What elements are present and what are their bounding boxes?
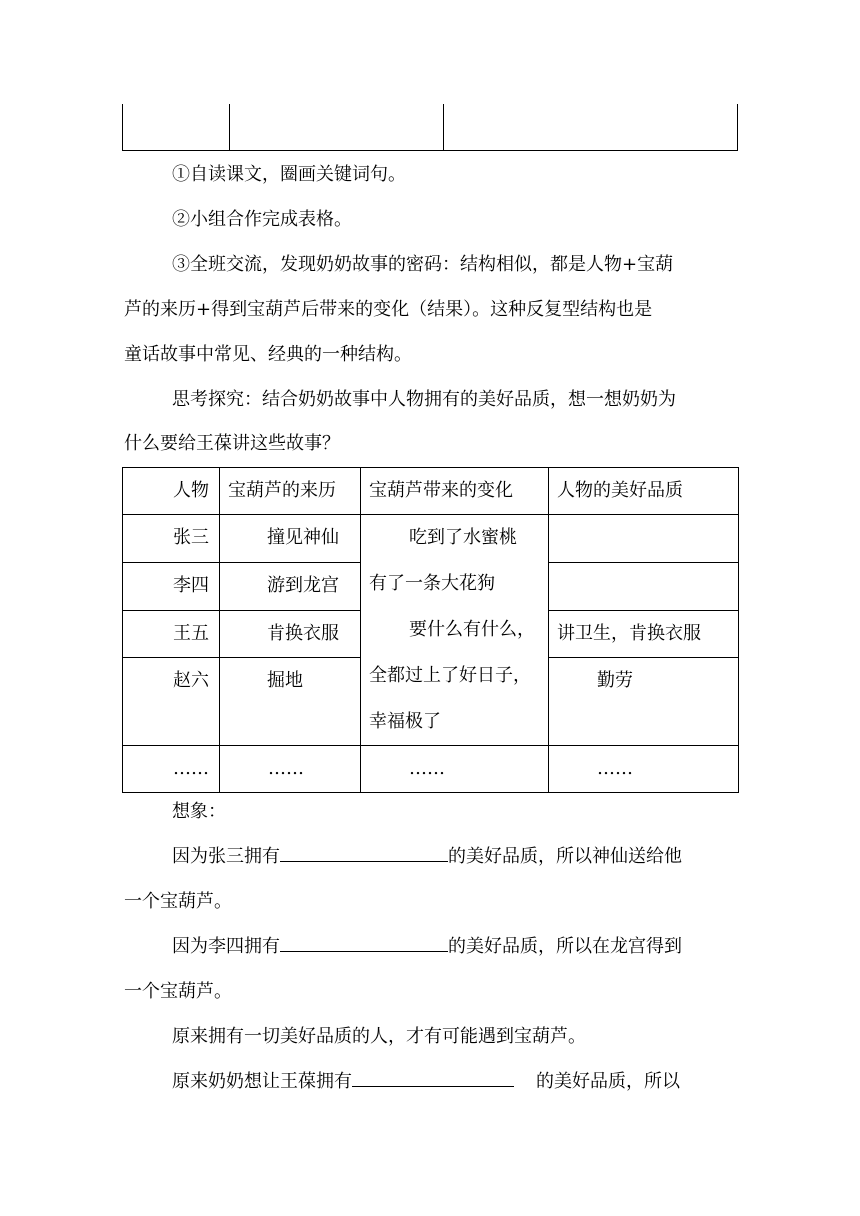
gourd-source: 游到龙宫 bbox=[220, 562, 361, 610]
step-2: ②小组合作完成表格。 bbox=[172, 209, 352, 230]
sentence-text: 的美好品质，所以 bbox=[536, 1071, 680, 1092]
header-source: 宝葫芦的来历 bbox=[220, 468, 361, 515]
change-line: 全都过上了好日子， bbox=[369, 665, 531, 686]
ellipsis: …… bbox=[123, 746, 220, 793]
ellipsis: …… bbox=[220, 746, 361, 793]
previous-table-fragment bbox=[122, 104, 738, 151]
gourd-source: 肯换衣服 bbox=[220, 610, 361, 658]
table-divider bbox=[229, 104, 230, 150]
gourd-change-cell bbox=[361, 515, 549, 746]
person-quality bbox=[549, 515, 739, 563]
step-3-line-1: ③全班交流，发现奶奶故事的密码：结构相似，都是人物+宝葫 bbox=[172, 254, 674, 275]
imagine-line-4: 一个宝葫芦。 bbox=[124, 981, 232, 1002]
person-quality: 勤劳 bbox=[549, 658, 739, 746]
header-quality: 人物的美好品质 bbox=[549, 468, 739, 515]
imagine-line-2: 一个宝葫芦。 bbox=[124, 891, 232, 912]
change-line: 吃到了水蜜桃 bbox=[409, 527, 517, 548]
story-table bbox=[122, 467, 739, 793]
gourd-source: 撞见神仙 bbox=[220, 515, 361, 563]
person-quality: 讲卫生，肯换衣服 bbox=[549, 610, 739, 658]
think-line-1: 思考探究：结合奶奶故事中人物拥有的美好品质，想一想奶奶为 bbox=[172, 389, 676, 410]
change-line: 幸福极了 bbox=[369, 711, 441, 732]
fill-blank[interactable] bbox=[280, 929, 448, 952]
sentence-text: 的美好品质，所以在龙宫得到 bbox=[448, 936, 682, 957]
imagine-line-3 bbox=[124, 925, 740, 969]
person-name: 张三 bbox=[123, 515, 220, 563]
sentence-text: 因为张三拥有 bbox=[172, 846, 280, 867]
change-line: 要什么有什么， bbox=[409, 619, 535, 640]
step-1: ①自读课文，圈画关键词句。 bbox=[172, 164, 406, 185]
imagine-line-5: 原来拥有一切美好品质的人，才有可能遇到宝葫芦。 bbox=[172, 1026, 586, 1047]
fill-blank[interactable] bbox=[280, 839, 448, 862]
ellipsis: …… bbox=[549, 746, 739, 793]
think-line-2: 什么要给王葆讲这些故事？ bbox=[124, 433, 340, 454]
table-divider bbox=[443, 104, 444, 150]
change-line: 有了一条大花狗 bbox=[369, 573, 495, 594]
step-3-line-3: 童话故事中常见、经典的一种结构。 bbox=[124, 344, 412, 365]
person-name: 赵六 bbox=[123, 658, 220, 746]
person-name: 王五 bbox=[123, 610, 220, 658]
step-3-line-2: 芦的来历+得到宝葫芦后带来的变化（结果）。这种反复型结构也是 bbox=[124, 299, 653, 320]
sentence-text: 的美好品质，所以神仙送给他 bbox=[448, 846, 682, 867]
table-row-ellipsis bbox=[123, 746, 739, 793]
person-name: 李四 bbox=[123, 562, 220, 610]
sentence-text: 原来奶奶想让王葆拥有 bbox=[172, 1071, 352, 1092]
imagine-label: 想象： bbox=[172, 801, 226, 822]
imagine-line-6 bbox=[124, 1060, 740, 1104]
table-row bbox=[123, 515, 739, 563]
gourd-source: 掘地 bbox=[220, 658, 361, 746]
header-person: 人物 bbox=[123, 468, 220, 515]
table-header-row bbox=[123, 468, 739, 515]
imagine-line-1 bbox=[124, 835, 740, 879]
fill-blank[interactable] bbox=[352, 1064, 514, 1087]
sentence-text: 因为李四拥有 bbox=[172, 936, 280, 957]
header-change: 宝葫芦带来的变化 bbox=[361, 468, 549, 515]
ellipsis: …… bbox=[361, 746, 549, 793]
person-quality bbox=[549, 562, 739, 610]
